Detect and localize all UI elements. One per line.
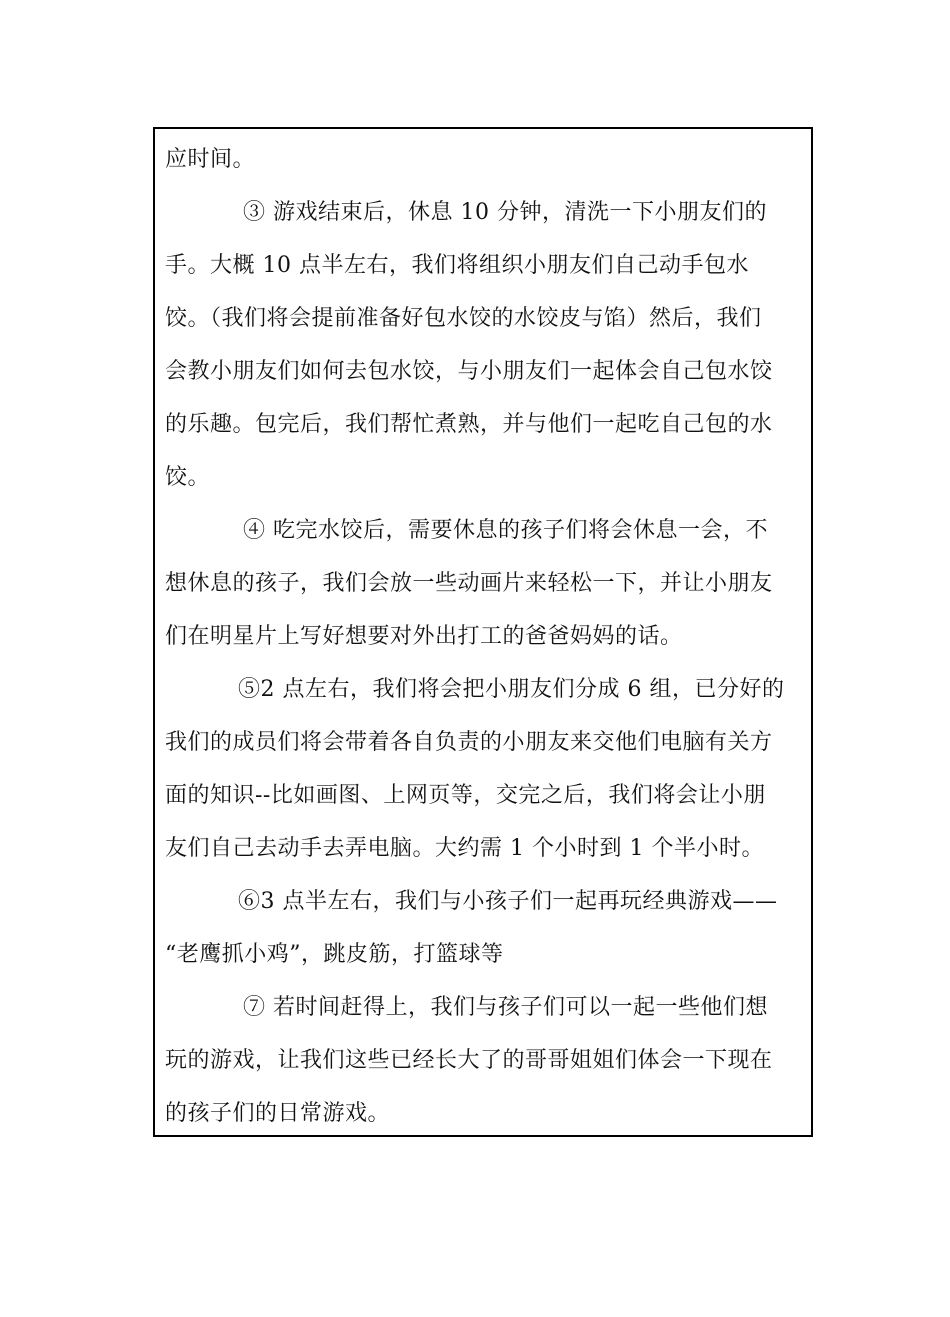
text-line-13: 面的知识--比如画图、上网页等，交完之后，我们将会让小朋 xyxy=(165,783,766,808)
text-line-3: 手。大概 10 点半左右，我们将组织小朋友们自己动手包水 xyxy=(165,253,749,278)
text-line-9: 想休息的孩子，我们会放一些动画片来轻松一下，并让小朋友 xyxy=(165,571,773,596)
text-line-18: 玩的游戏，让我们这些已经长大了的哥哥姐姐们体会一下现在 xyxy=(165,1048,773,1073)
text-line-7: 饺。 xyxy=(165,465,211,490)
text-line-17: ⑦ 若时间赶得上，我们与孩子们可以一起一些他们想 xyxy=(243,995,768,1020)
text-line-6: 的乐趣。包完后，我们帮忙煮熟，并与他们一起吃自己包的水 xyxy=(165,412,773,437)
text-line-19: 的孩子们的日常游戏。 xyxy=(165,1101,391,1126)
text-line-8: ④ 吃完水饺后，需要休息的孩子们将会休息一会，不 xyxy=(243,518,768,543)
text-line-1: 应时间。 xyxy=(165,147,256,172)
text-line-12: 我们的成员们将会带着各自负责的小朋友来交他们电脑有关方 xyxy=(165,730,773,755)
text-line-4: 饺。（我们将会提前准备好包水饺的水饺皮与馅）然后，我们 xyxy=(165,306,762,331)
text-line-5: 会教小朋友们如何去包水饺，与小朋友们一起体会自己包水饺 xyxy=(165,359,773,384)
text-line-2: ③ 游戏结束后，休息 10 分钟，清洗一下小朋友们的 xyxy=(243,200,767,225)
text-line-16: “老鹰抓小鸡”，跳皮筋，打篮球等 xyxy=(165,942,504,967)
text-line-15: ⑥3 点半左右，我们与小孩子们一起再玩经典游戏—— xyxy=(238,889,778,914)
text-line-11: ⑤2 点左右，我们将会把小朋友们分成 6 组，已分好的 xyxy=(238,677,785,702)
text-line-14: 友们自己去动手去弄电脑。大约需 1 个小时到 1 个半小时。 xyxy=(165,836,764,861)
text-line-10: 们在明星片上写好想要对外出打工的爸爸妈妈的话。 xyxy=(165,624,683,649)
